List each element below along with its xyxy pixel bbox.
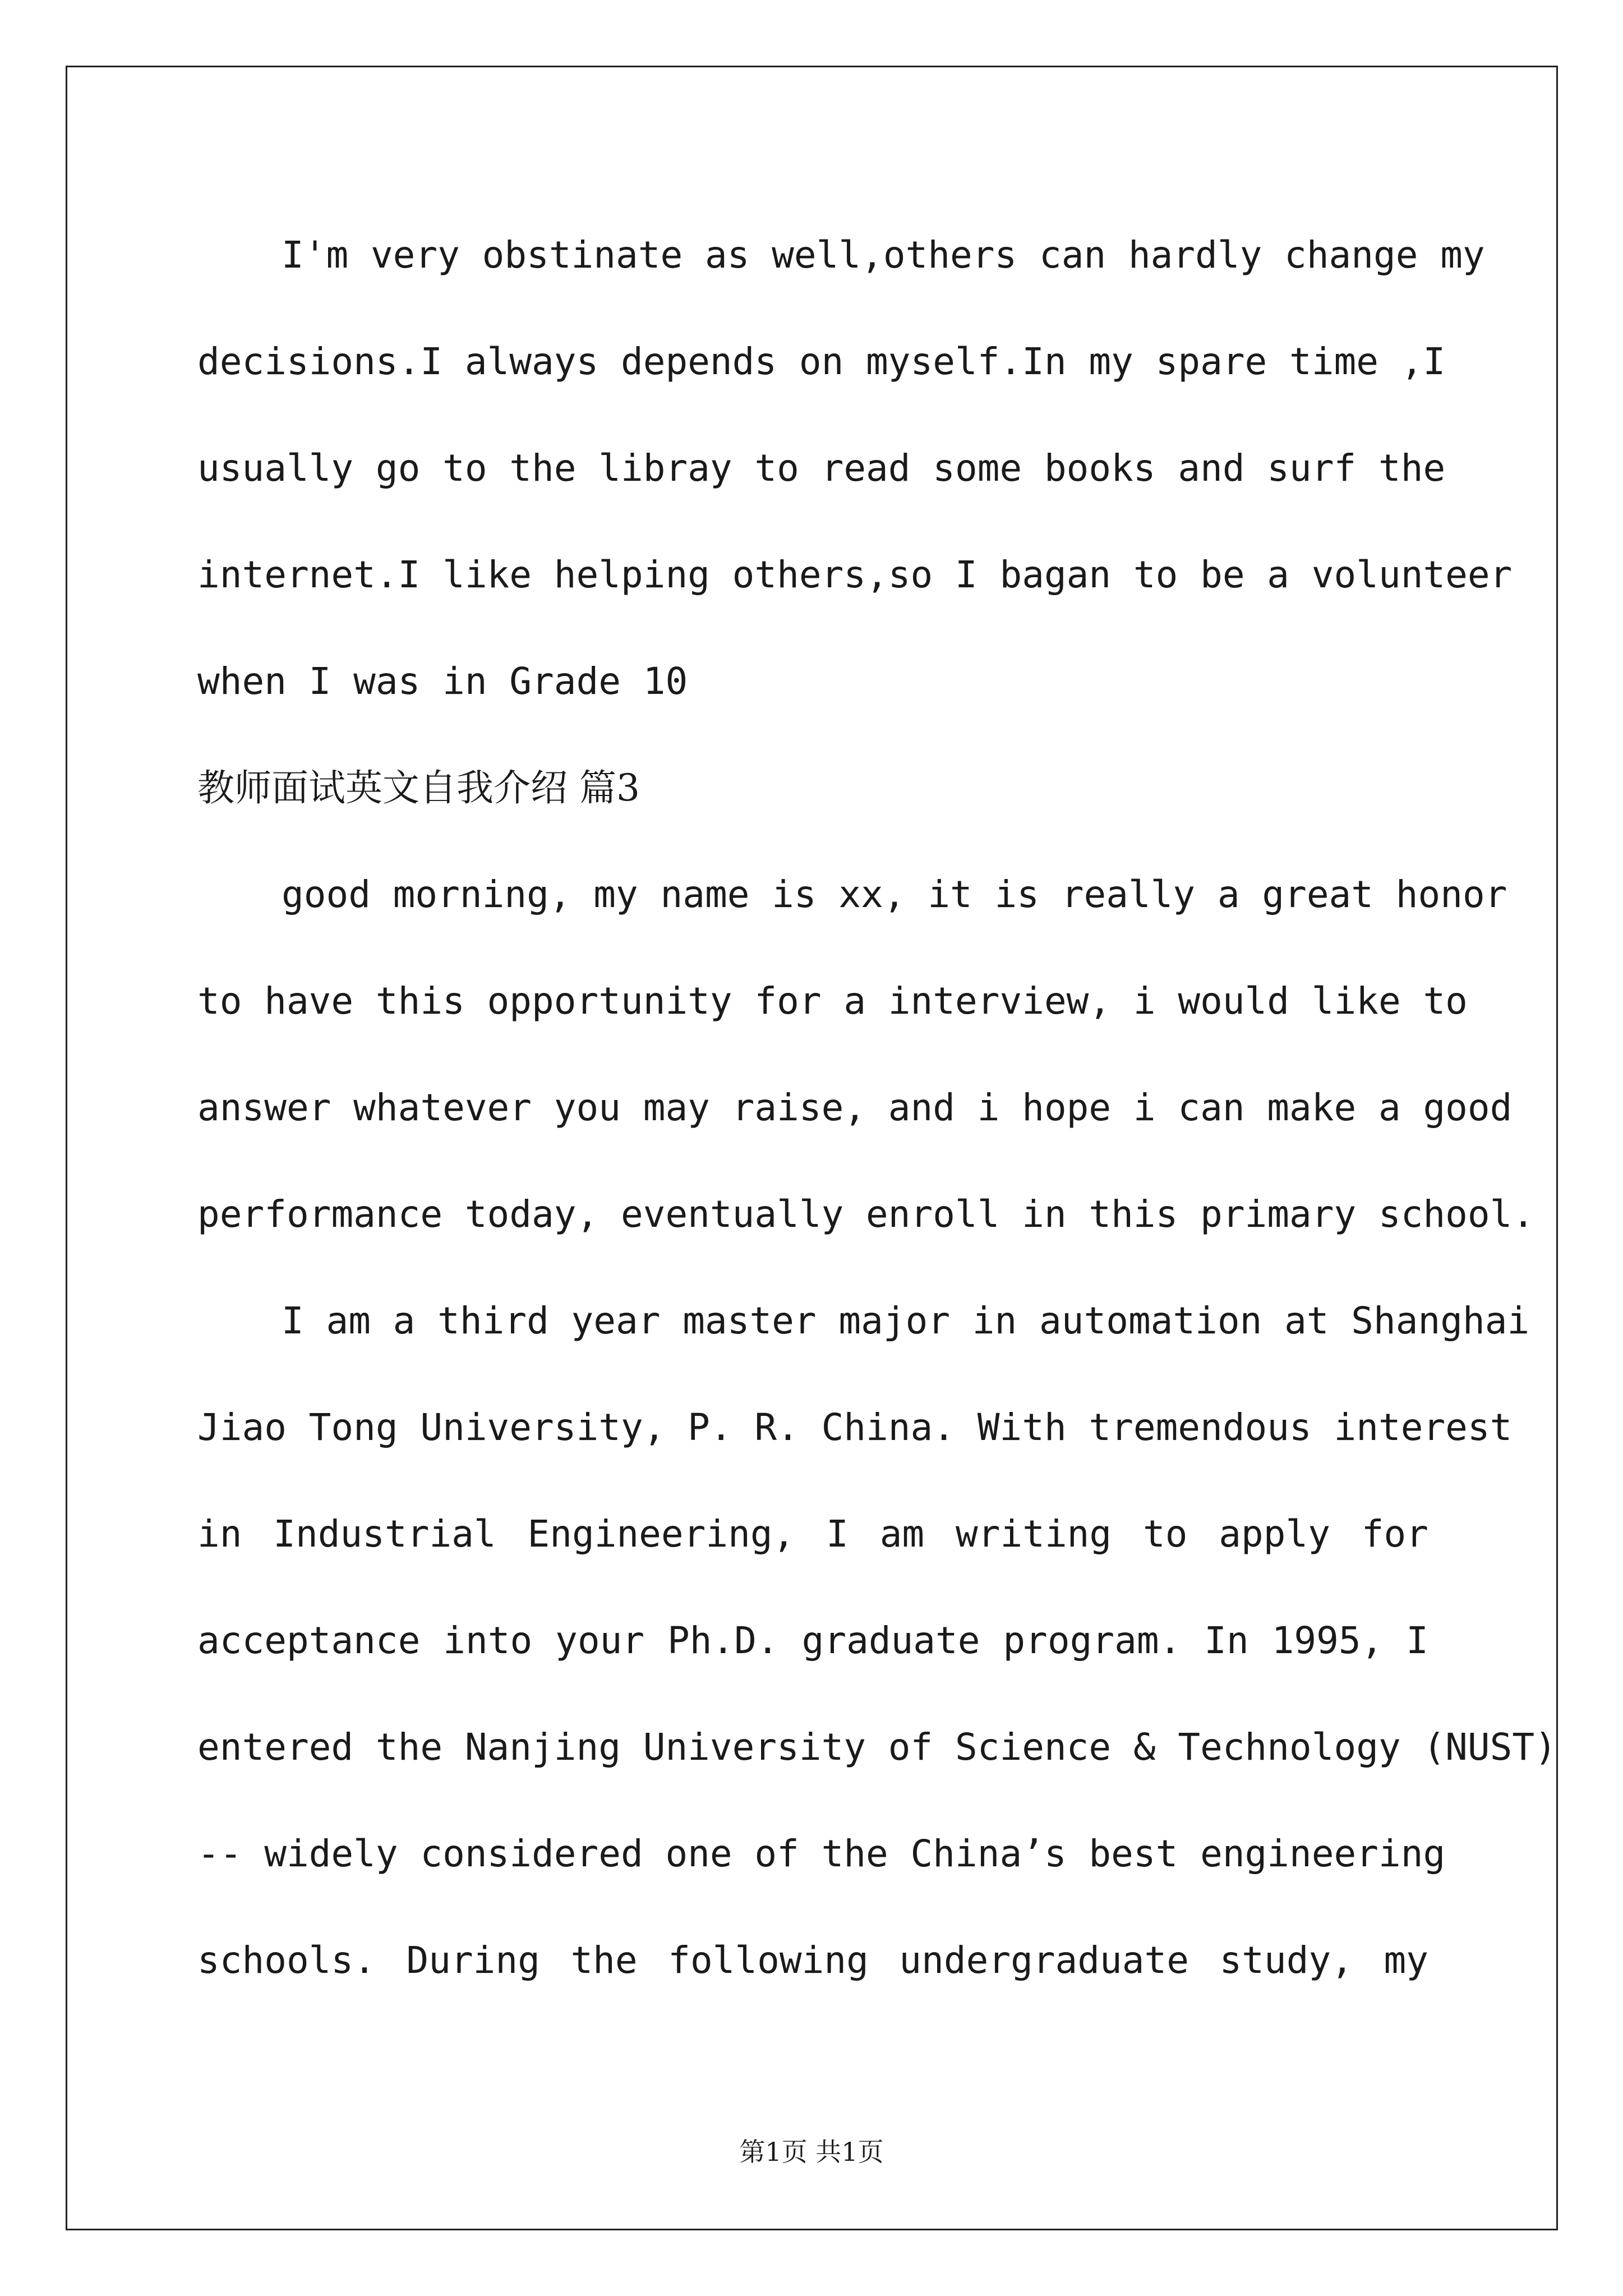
paragraph-3-line-7: schools. During the following undergraduate study, my [197, 1939, 1428, 1982]
document-body [197, 213, 1557, 2025]
page-number-footer: 第1页 共1页 [739, 2137, 884, 2167]
paragraph-3-line-1: I am a third year master major in automation at Shanghai [282, 1299, 1530, 1342]
paragraph-2-line-4: performance today, eventually enroll in this primary school. [197, 1193, 1535, 1236]
paragraph-2-line-2: to have this opportunity for a interview, i would like to [197, 979, 1468, 1023]
paragraph-1-line-3: usually go to the libray to read some books and surf the [197, 447, 1446, 490]
paragraph-3-line-3: in Industrial Engineering, I am writing to apply for [197, 1512, 1428, 1556]
paragraph-1-line-1: I'm very obstinate as well,others can hardly change my [282, 233, 1485, 277]
section-heading: 教师面试英文自我介绍 篇3 [197, 766, 640, 809]
paragraph-2-line-1: good morning, my name is xx, it is really a great honor [282, 873, 1507, 916]
paragraph-3-line-2: Jiao Tong University, P. R. China. With tremendous interest [197, 1406, 1513, 1449]
paragraph-3-line-6: -- widely considered one of the China’s best engineering [197, 1832, 1446, 1875]
paragraph-1-line-2: decisions.I always depends on myself.In my spare time ,I [197, 340, 1446, 383]
paragraph-1-line-4: internet.I like helping others,so I bagan to be a volunteer [197, 553, 1513, 596]
paragraph-3-line-4: acceptance into your Ph.D. graduate program. In 1995, I [197, 1619, 1428, 1662]
paragraph-3-line-5: entered the Nanjing University of Science & Technology (NUST) [197, 1726, 1557, 1769]
paragraph-1-line-5: when I was in Grade 10 [197, 660, 688, 703]
paragraph-2-line-3: answer whatever you may raise, and i hope i can make a good [197, 1086, 1513, 1129]
